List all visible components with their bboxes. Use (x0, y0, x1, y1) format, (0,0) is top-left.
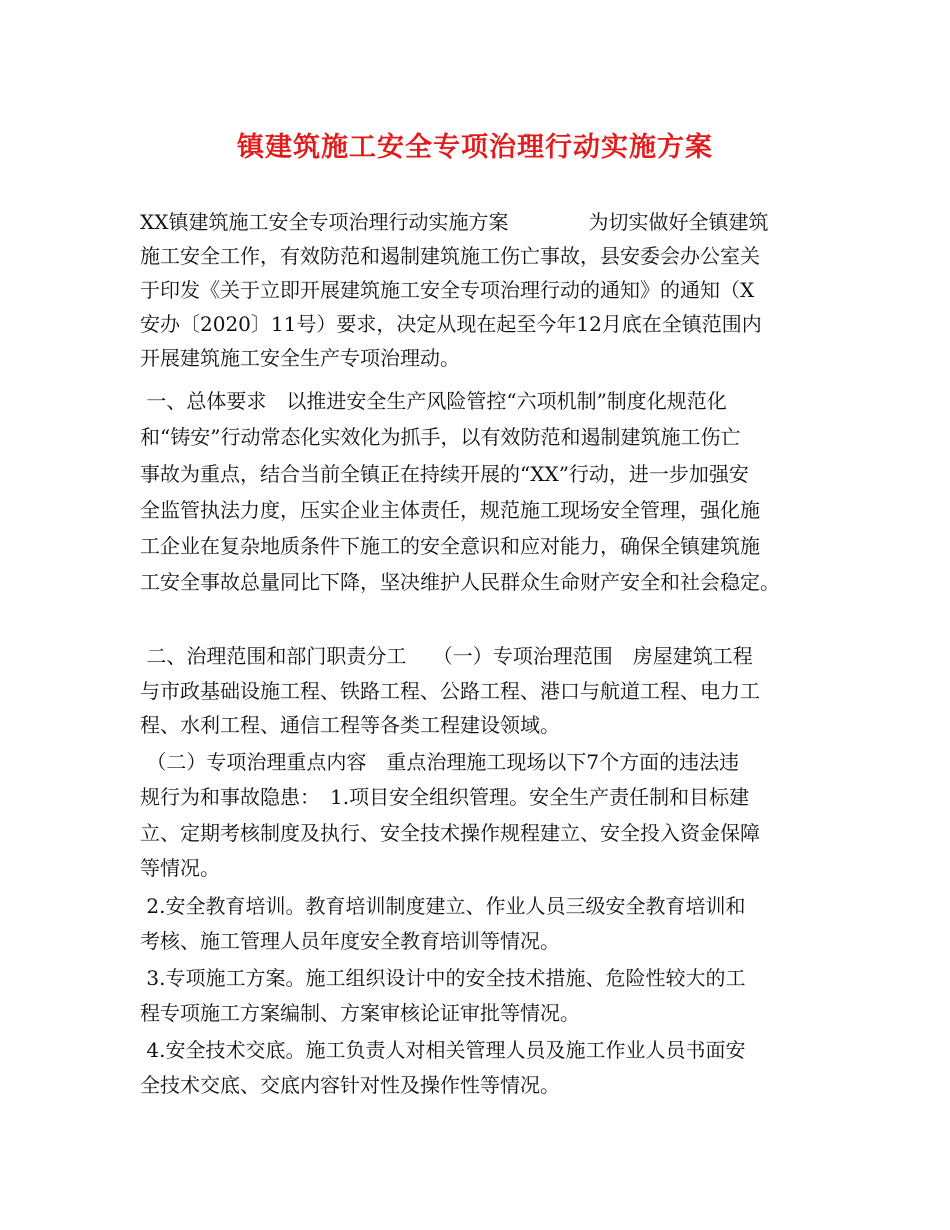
body-line-21: 3.专项施工方案。施工组织设计中的安全技术措施、危险性较大的工 (140, 966, 746, 990)
body-line-23: 4.安全技术交底。施工负责人对相关管理人员及施工作业人员书面安 (140, 1038, 746, 1062)
body-line-9: 全监管执法力度，压实企业主体责任，规范施工现场安全管理，强化施 (140, 498, 760, 522)
body-line-18: 等情况。 (140, 856, 220, 880)
body-line-12: 二、治理范围和部门职责分工 （一）专项治理范围 房屋建筑工程 (140, 644, 753, 668)
body-line-8: 事故为重点，结合当前全镇正在持续开展的“XX”行动，进一步加强安 (140, 462, 749, 486)
body-line-1: XX镇建筑施工安全专项治理行动实施方案 为切实做好全镇建筑 (140, 210, 769, 234)
body-line-6: 一、总体要求 以推进安全生产风险管控“六项机制”制度化规范化 (140, 389, 727, 413)
body-line-2: 施工安全工作，有效防范和遏制建筑施工伤亡事故，县安委会办公室关 (140, 244, 760, 268)
body-line-19: 2.安全教育培训。教育培训制度建立、作业人员三级安全教育培训和 (140, 894, 746, 918)
body-line-5: 开展建筑施工安全生产专项治理动。 (140, 346, 460, 370)
body-line-20: 考核、施工管理人员年度安全教育培训等情况。 (140, 929, 560, 953)
body-line-13: 与市政基础设施工程、铁路工程、公路工程、港口与航道工程、电力工 (140, 679, 760, 703)
body-line-24: 全技术交底、交底内容针对性及操作性等情况。 (140, 1073, 560, 1097)
document-title: 镇建筑施工安全专项治理行动实施方案 (237, 132, 713, 163)
body-line-16: 规行为和事故隐患： 1.项目安全组织管理。安全生产责任制和目标建 (140, 785, 750, 809)
body-line-10: 工企业在复杂地质条件下施工的安全意识和应对能力，确保全镇建筑施 (140, 534, 760, 558)
body-line-3: 于印发《关于立即开展建筑施工安全专项治理行动的通知》的通知（X (140, 278, 755, 302)
body-line-14: 程、水利工程、通信工程等各类工程建设领域。 (140, 713, 560, 737)
body-line-11: 工安全事故总量同比下降，坚决维护人民群众生命财产安全和社会稳定。 (140, 570, 780, 594)
body-line-15: （二）专项治理重点内容 重点治理施工现场以下7个方面的违法违 (140, 750, 740, 774)
body-line-22: 程专项施工方案编制、方案审核论证审批等情况。 (140, 1001, 580, 1025)
body-line-4: 安办〔2020〕11号）要求，决定从现在起至今年12月底在全镇范围内 (140, 312, 762, 336)
body-line-17: 立、定期考核制度及执行、安全技术操作规程建立、安全投入资金保障 (140, 821, 760, 845)
body-line-7: 和“铸安”行动常态化实效化为抓手，以有效防范和遏制建筑施工伤亡 (140, 425, 741, 449)
